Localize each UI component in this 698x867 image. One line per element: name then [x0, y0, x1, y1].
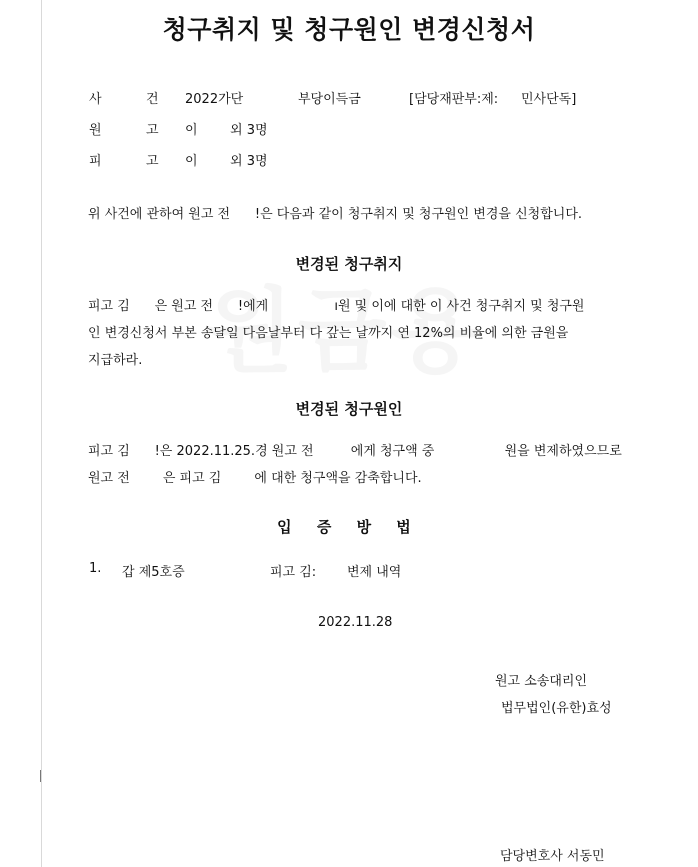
cause-line: 피고 김 !은 2022.11.25.경 원고 전 에게 청구액 중 원을 변제하였으므로	[88, 444, 622, 459]
evidence-number: 1.	[89, 561, 102, 576]
evidence-item: 갑 제5호증	[122, 565, 185, 580]
case-label-2: 건	[146, 92, 159, 107]
case-number: 2022가단	[185, 92, 244, 107]
lawyer-name: 담당변호사 서동민	[500, 849, 605, 864]
case-division: [담당재판부:제:	[409, 92, 499, 107]
document-title: 청구취지 및 청구원인 변경신청서	[162, 15, 536, 44]
case-label-1: 사	[89, 92, 102, 107]
plaintiff-name: 이	[185, 123, 198, 138]
law-firm: 법무법인(유한)효성	[501, 701, 612, 716]
defendant-label-2: 고	[146, 154, 159, 169]
page-margin-tick	[40, 770, 41, 782]
claim-line: 피고 김 은 원고 전 !에게 ı원 및 이에 대한 이 사건 청구취지 및 청구원	[88, 299, 585, 314]
claim-heading: 변경된 청구취지	[295, 255, 403, 273]
claim-line: 인 변경신청서 부본 송달일 다음날부터 다 갚는 날까지 연 12%의 비율에 의한 금원을	[88, 326, 569, 341]
evidence-desc-1: 피고 김:	[270, 565, 317, 580]
defendant-name: 이	[185, 154, 198, 169]
intro-paragraph: 위 사건에 관하여 원고 전 !은 다음과 같이 청구취지 및 청구원인 변경을 신청합니다.	[88, 207, 583, 222]
document-date: 2022.11.28	[318, 615, 393, 630]
cause-heading: 변경된 청구원인	[295, 400, 403, 418]
agent-title: 원고 소송대리인	[495, 674, 588, 689]
claim-line: 지급하라.	[88, 353, 143, 368]
evidence-heading: 입 증 방 법	[277, 518, 421, 536]
evidence-desc-2: 변제 내역	[347, 565, 402, 580]
page-margin-line	[41, 0, 42, 867]
cause-line: 원고 전 은 피고 김 에 대한 청구액을 감축합니다.	[88, 471, 422, 486]
defendant-label-1: 피	[89, 154, 102, 169]
plaintiff-label-1: 원	[89, 123, 102, 138]
case-name: 부당이득금	[298, 92, 361, 107]
case-division-name: 민사단독]	[521, 92, 577, 107]
defendant-others: 외 3명	[230, 154, 268, 169]
plaintiff-label-2: 고	[146, 123, 159, 138]
plaintiff-others: 외 3명	[230, 123, 268, 138]
